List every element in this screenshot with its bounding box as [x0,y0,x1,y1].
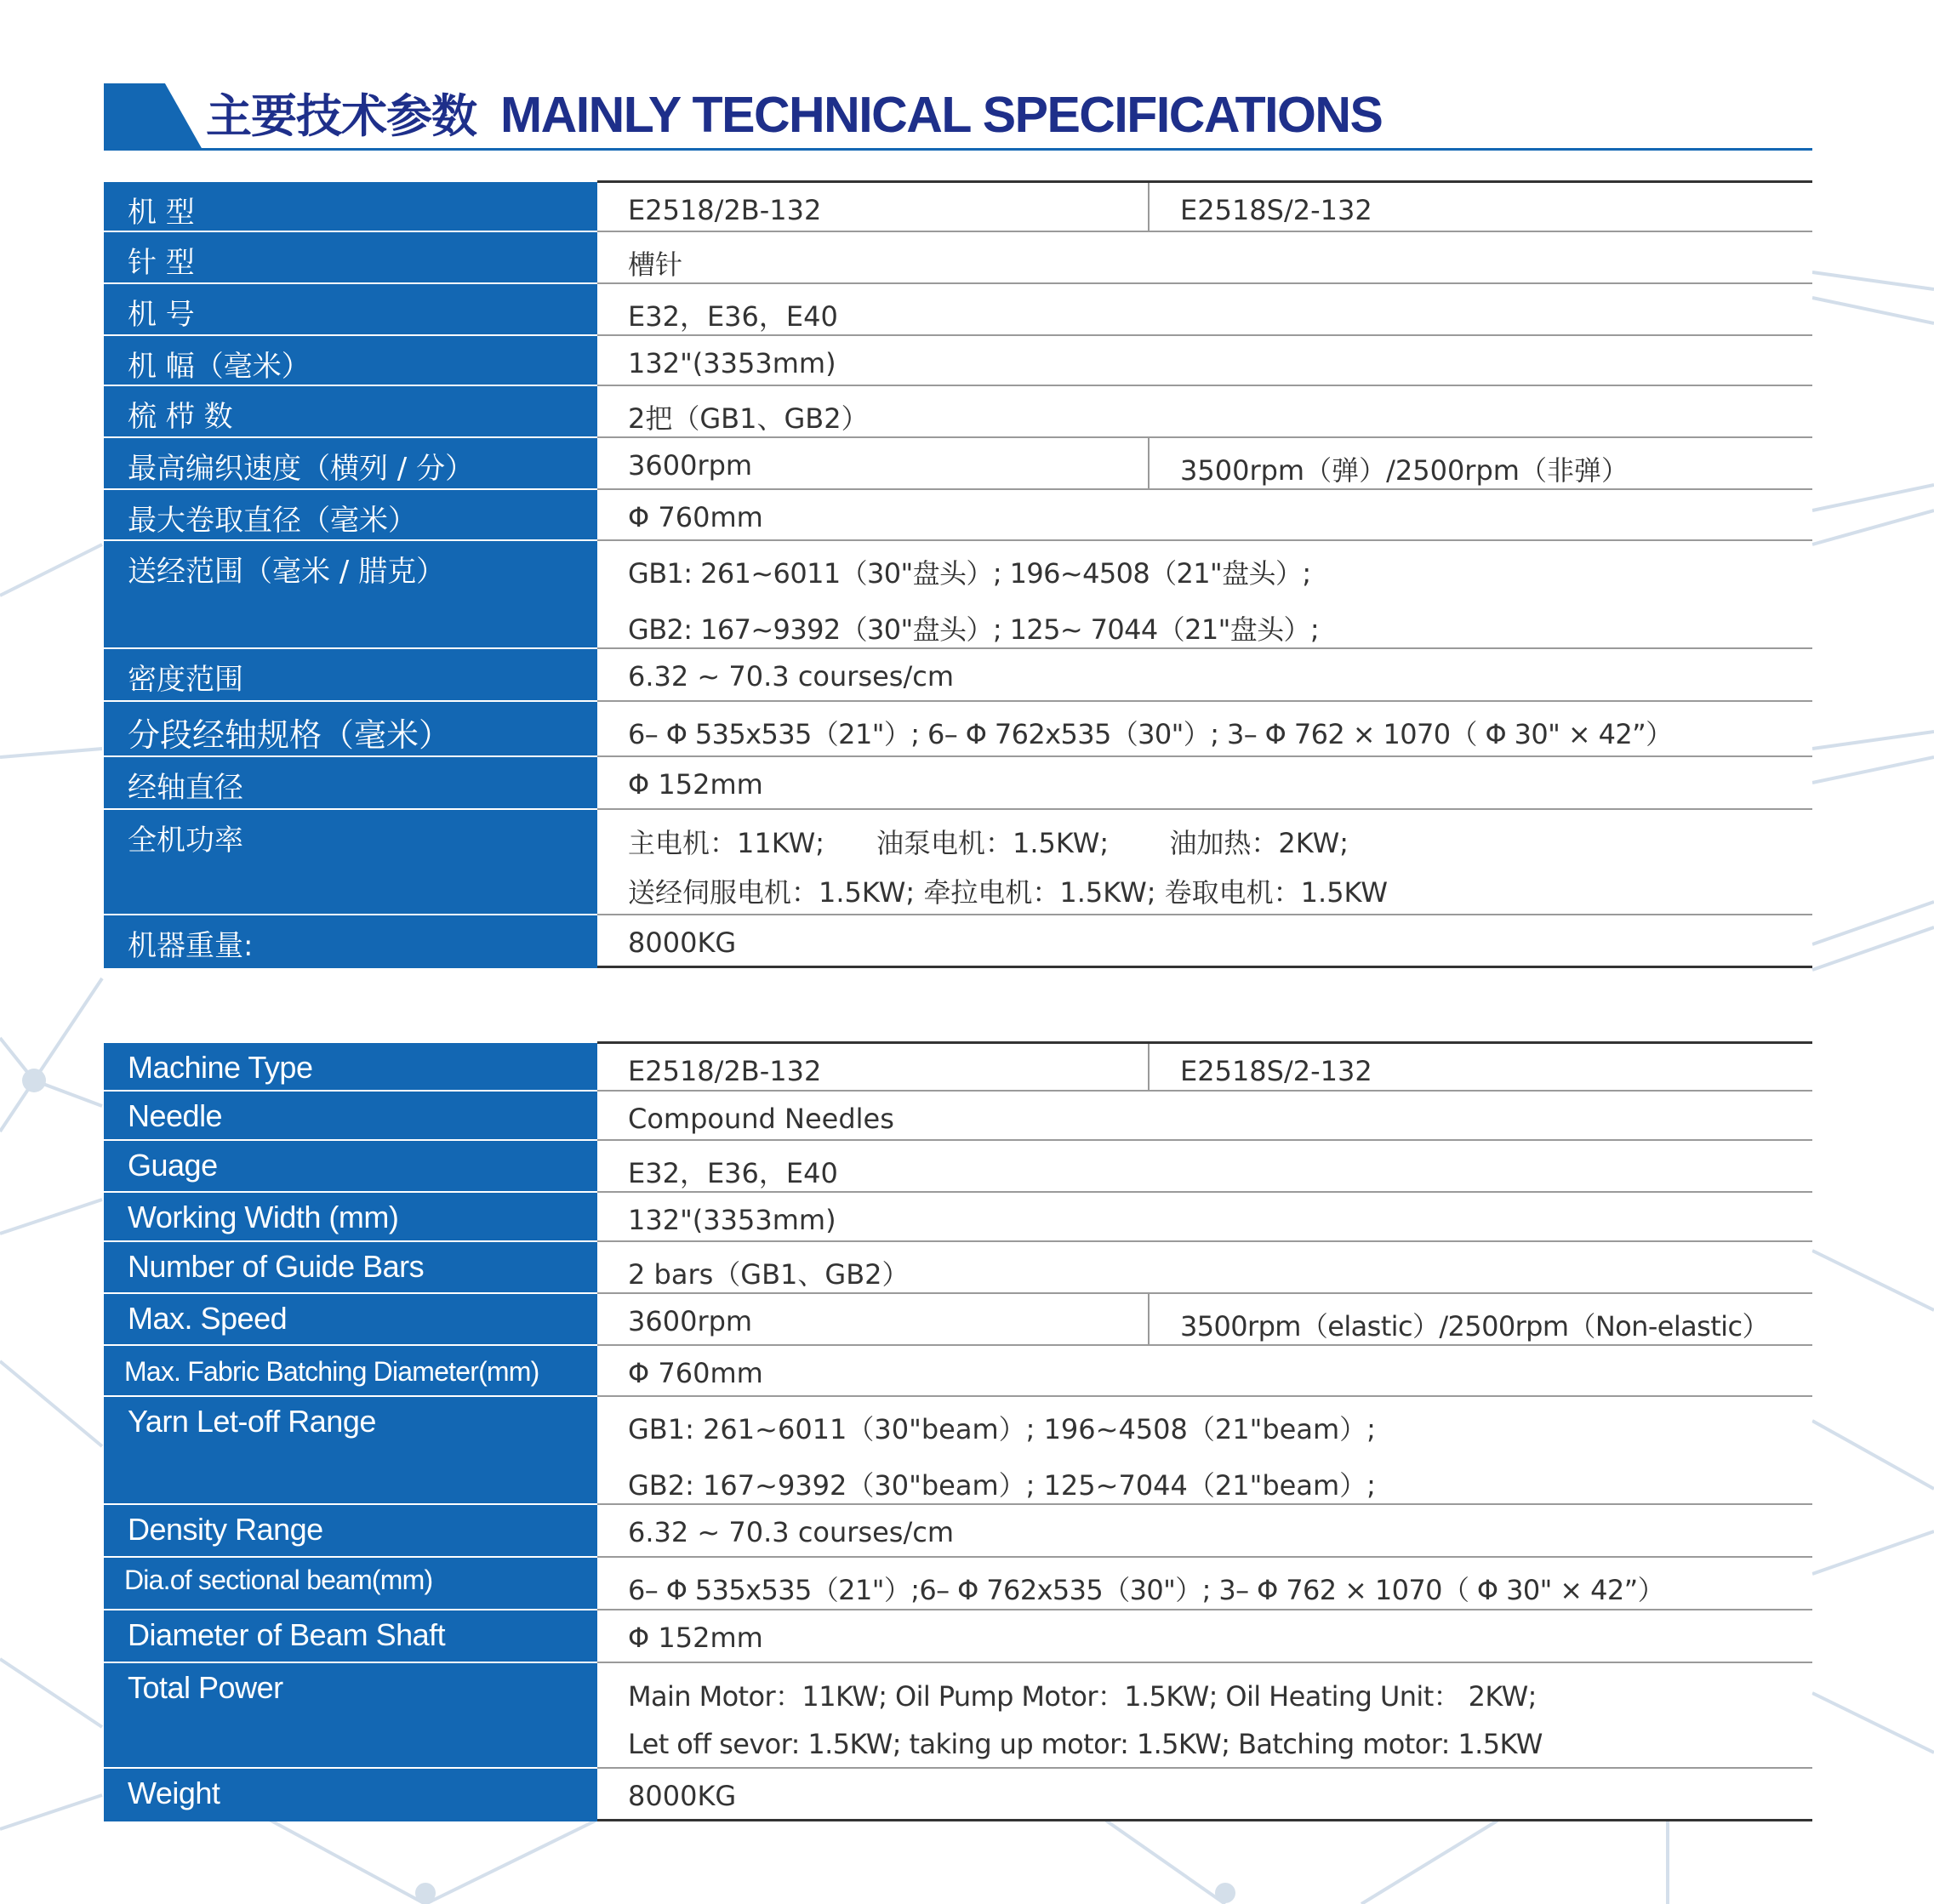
row-label: Max. Speed [104,1293,597,1345]
table-row [104,1091,1812,1140]
page-title [206,85,1382,145]
section-header [104,83,1812,153]
row-value: E32，E36，E40 [597,283,1812,335]
row-value: Φ 152mm [597,1610,1812,1662]
table-row [104,701,1812,756]
table-row [104,1396,1812,1504]
table-row [104,1043,1812,1091]
row-label: Dia.of sectional beam(mm) [104,1557,597,1610]
table-row [104,1768,1812,1821]
table-row [104,1140,1812,1192]
row-label: 全机功率 [104,809,597,915]
row-value: 6– Φ 535x535（21"）; 6– Φ 762x535（30"）; 3– Φ 762 × 1070（ Φ 30" × 42”） [597,701,1812,756]
row-label: 梳 栉 数 [104,385,597,437]
table-row [104,1241,1812,1293]
spec-table-english [104,1041,1812,1821]
row-label: Needle [104,1091,597,1140]
row-value: Φ 760mm [597,1345,1812,1396]
table-row [104,1345,1812,1396]
row-value: E2518S/2-132 [1149,1043,1812,1091]
row-label: Max. Fabric Batching Diameter(mm) [104,1345,597,1396]
table-row [104,1504,1812,1557]
row-value: 3500rpm（elastic）/2500rpm（Non-elastic） [1149,1293,1812,1345]
row-label: Diameter of Beam Shaft [104,1610,597,1662]
row-value: 6.32 ~ 70.3 courses/cm [597,1504,1812,1557]
row-label: Working Width (mm) [104,1192,597,1241]
row-label: Weight [104,1768,597,1821]
table-row [104,1557,1812,1610]
row-label: 机器重量: [104,915,597,967]
row-value: E2518S/2-132 [1149,182,1812,231]
row-label: 密度范围 [104,648,597,701]
row-value: E2518/2B-132 [597,182,1149,231]
table-row [104,283,1812,335]
table-row [104,756,1812,809]
row-value: GB1: 261~6011（30"盘头）; 196~4508（21"盘头）; GB2: 167~9392（30"盘头）; 125~ 7044（21"盘头）; [597,540,1812,648]
row-value: 主电机：11KW; 油泵电机：1.5KW; 油加热：2KW; 送经伺服电机：1.5KW; 牵拉电机：1.5KW; 卷取电机：1.5KW [597,809,1812,915]
table-row [104,335,1812,385]
row-value: Main Motor：11KW; Oil Pump Motor：1.5KW; Oil Heating Unit： 2KW; Let off sevor: 1.5KW; taking up motor: 1.5KW; Batching motor: 1.5KW [597,1662,1812,1768]
table-row [104,1610,1812,1662]
row-value: GB1: 261~6011（30"beam）; 196~4508（21"beam）; GB2: 167~9392（30"beam）; 125~7044（21"beam）; [597,1396,1812,1504]
row-value: 槽针 [597,231,1812,283]
table-row [104,915,1812,967]
table-row [104,182,1812,231]
row-label: 经轴直径 [104,756,597,809]
row-value: E2518/2B-132 [597,1043,1149,1091]
table-row [104,1192,1812,1241]
row-label: Machine Type [104,1043,597,1091]
header-triangle-decoration [104,83,203,150]
row-value: 132"(3353mm) [597,335,1812,385]
row-value: Compound Needles [597,1091,1812,1140]
row-value: Φ 760mm [597,489,1812,540]
row-value: 8000KG [597,915,1812,967]
row-value: E32，E36，E40 [597,1140,1812,1192]
spec-table-chinese [104,180,1812,968]
row-value: 6.32 ~ 70.3 courses/cm [597,648,1812,701]
header-rule [104,148,1812,151]
row-label: 送经范围（毫米 / 腊克） [104,540,597,648]
row-label: Guage [104,1140,597,1192]
table-row [104,489,1812,540]
row-value: 3600rpm [597,1293,1149,1345]
table-row [104,231,1812,283]
row-value: 6– Φ 535x535（21"）;6– Φ 762x535（30"）; 3– Φ 762 × 1070（ Φ 30" × 42”） [597,1557,1812,1610]
row-label: 机 型 [104,182,597,231]
row-label: Number of Guide Bars [104,1241,597,1293]
table-row [104,1662,1812,1768]
table-row [104,648,1812,701]
table-row [104,1293,1812,1345]
row-label: Density Range [104,1504,597,1557]
table-row [104,809,1812,915]
row-label: Yarn Let-off Range [104,1396,597,1504]
row-label: 机 号 [104,283,597,335]
row-value: Φ 152mm [597,756,1812,809]
row-label: 最高编织速度（横列 / 分） [104,437,597,489]
row-label: 最大卷取直径（毫米） [104,489,597,540]
row-value: 2把（GB1、GB2） [597,385,1812,437]
row-label: Total Power [104,1662,597,1768]
row-label: 机 幅（毫米） [104,335,597,385]
row-value: 8000KG [597,1768,1812,1821]
row-value: 3500rpm（弹）/2500rpm（非弹） [1149,437,1812,489]
row-value: 3600rpm [597,437,1149,489]
row-value: 132"(3353mm) [597,1192,1812,1241]
title-chinese: 主要技术参数 [206,89,476,143]
table-row [104,437,1812,489]
row-value: 2 bars（GB1、GB2） [597,1241,1812,1293]
title-english: MAINLY TECHNICAL SPECIFICATIONS [500,87,1383,143]
row-label: 针 型 [104,231,597,283]
table-row [104,385,1812,437]
row-label: 分段经轴规格（毫米） [104,701,597,756]
table-row [104,540,1812,648]
